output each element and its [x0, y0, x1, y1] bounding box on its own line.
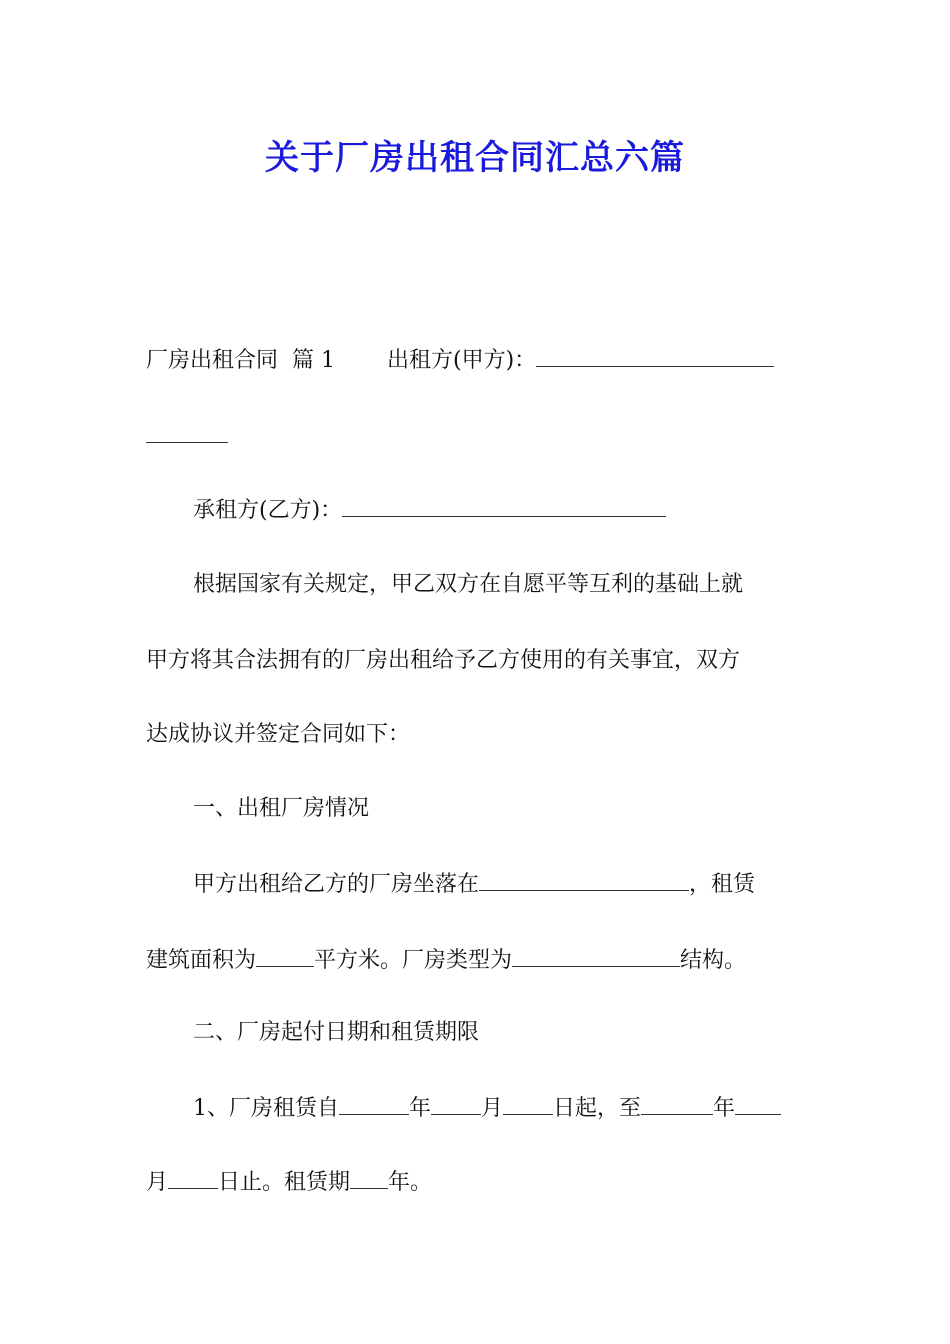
end-month-blank-start: [735, 1092, 781, 1115]
start-year-blank: [339, 1092, 409, 1115]
lease-years-blank: [350, 1166, 388, 1189]
location-line: 甲方出租给乙方的厂房坐落在 ，租赁: [193, 868, 755, 900]
lessee-line: [193, 494, 666, 526]
lessor-blank-continued: [146, 420, 228, 443]
section-heading: 一、出租厂房情况: [193, 796, 370, 821]
start-month-blank: [431, 1092, 481, 1115]
contract-header-line: [146, 344, 774, 376]
paragraph-line: 根据国家有关规定，甲乙双方在自愿平等互利的基础上就: [193, 572, 744, 597]
lease-period-line-continued: 月 日止。租赁期 年。: [146, 1166, 432, 1198]
area-line: 建筑面积为 平方米。厂房类型为 结构。: [146, 944, 746, 976]
lessor-blank-continued-line: [146, 420, 228, 452]
lease-period-line: 1、厂房租赁自 年 月 日起，至 年: [193, 1092, 781, 1124]
lessor-blank: [536, 344, 774, 367]
start-day-blank: [503, 1092, 553, 1115]
paragraph-line: 达成协议并签定合同如下：: [146, 722, 411, 747]
section-heading: 二、厂房起付日期和租赁期限: [193, 1020, 480, 1045]
lessee-blank: [342, 494, 666, 517]
paragraph-line: 甲方将其合法拥有的厂房出租给予乙方使用的有关事宜，双方: [146, 648, 741, 673]
location-blank: [479, 868, 689, 891]
area-blank: [256, 944, 314, 967]
lessee-label: 承租方(乙方)：: [193, 498, 343, 523]
document-title: 关于厂房出租合同汇总六篇: [265, 138, 685, 178]
end-year-blank: [641, 1092, 713, 1115]
end-day-blank: [168, 1166, 218, 1189]
contract-heading: 厂房出租合同: [146, 348, 279, 373]
structure-blank: [512, 944, 680, 967]
section-label: 篇 1: [292, 348, 336, 373]
lessor-label: 出租方(甲方)：: [387, 348, 537, 373]
